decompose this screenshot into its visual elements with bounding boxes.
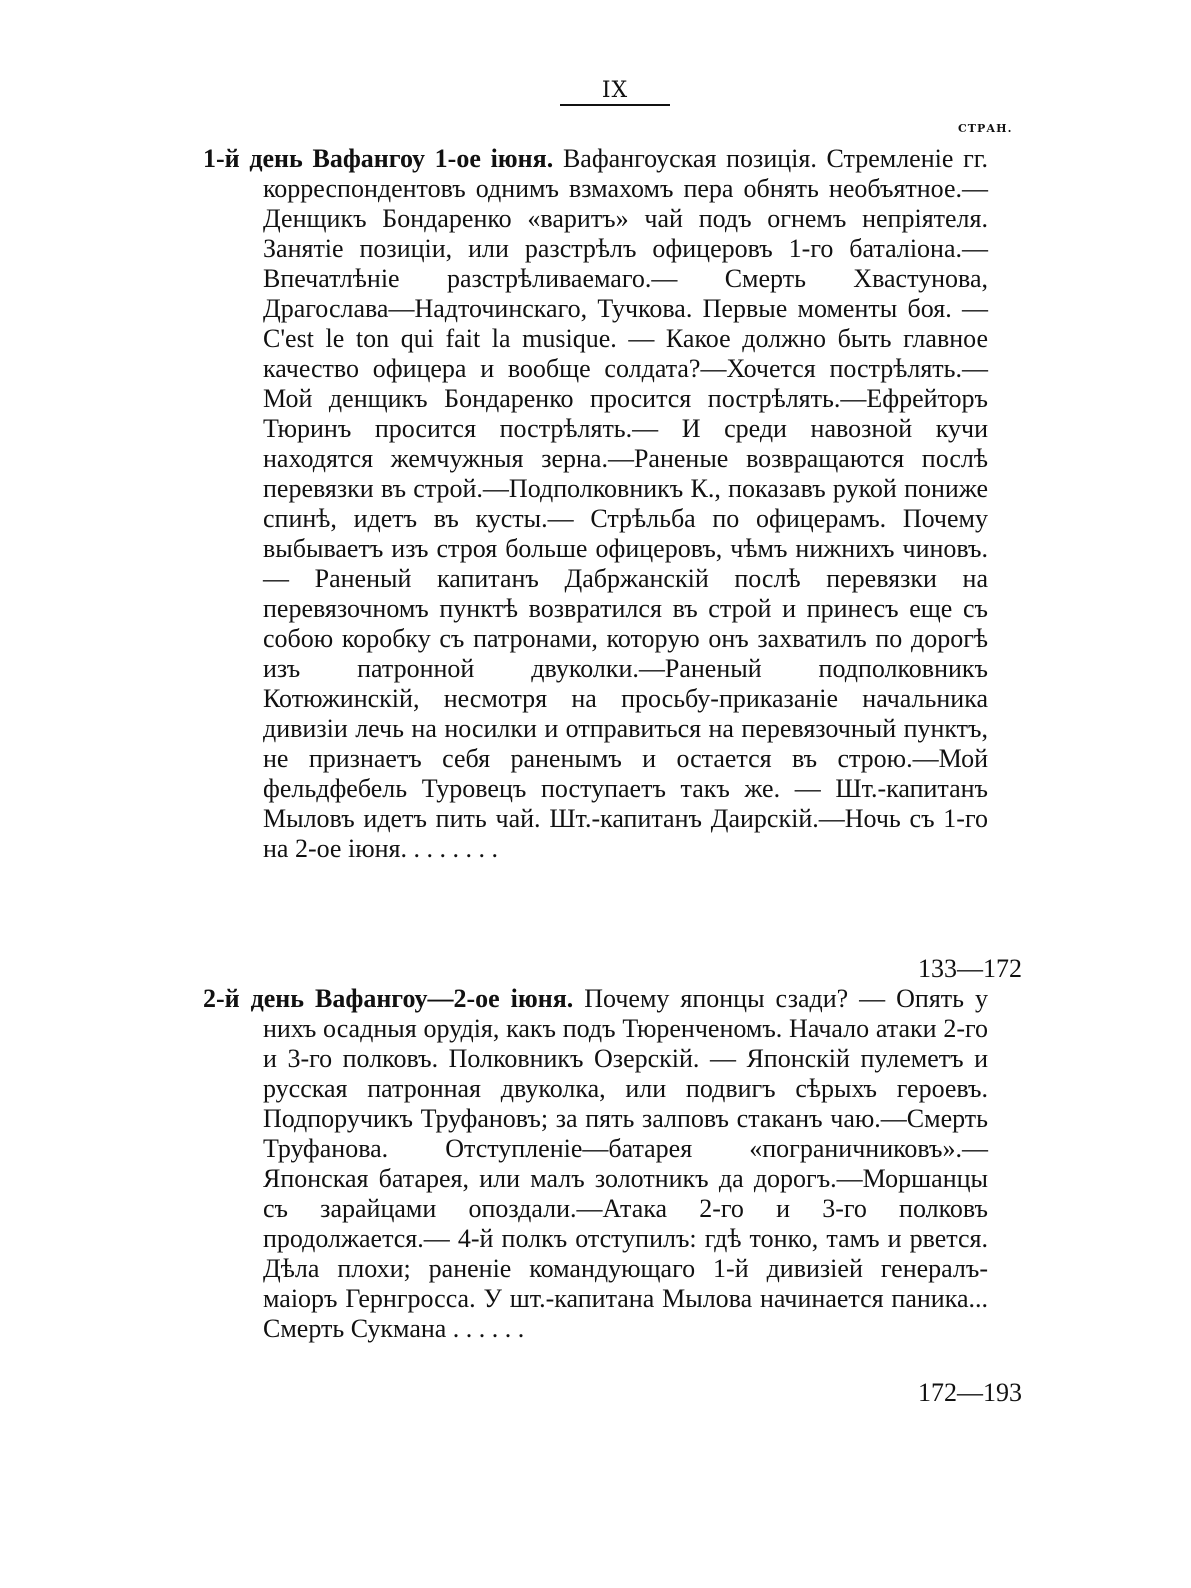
page-number: IX bbox=[601, 78, 629, 103]
toc-entry-1-text: Вафангоуская позиція. Стремленіе гг. корреспондентовъ однимъ взмахомъ пера обнять необъятное.—Денщикъ Бондаренко «варитъ» чай подъ огнемъ непріятеля. Занятіе позиціи, или разстрѣлъ офицеровъ 1-го баталіона.—Впечатлѣніе разстрѣливаемаго.— Смерть Хвастунова, Драгослава—Надточинскаго, Тучкова. Первые моменты боя. — C'est le ton qui fait la musique. — Какое должно быть главное качество офицера и вообще солдата?—Хочется пострѣлять.—Мой денщикъ Бондаренко просится пострѣлять.—Ефрейторъ Тюринъ просится пострѣлять.— И среди навозной кучи находятся жемчужныя зерна.—Раненые возвращаются послѣ перевязки въ строй.—Подполковникъ К., показавъ рукой пониже спинѣ, идетъ въ кусты.— Стрѣльба по офицерамъ. Почему выбываетъ изъ строя больше офицеровъ, чѣмъ нижнихъ чиновъ.— Раненый капитанъ Дабржанскій послѣ перевязки на перевязочномъ пунктѣ возвратился въ строй и принесъ еще съ собою коробку съ патронами, которую онъ захватилъ по дорогѣ изъ патронной двуколки.—Раненый подполковникъ Котюжинскій, несмотря на просьбу-приказаніе начальника дивизіи лечь на носилки и отправиться на перевязочный пунктъ, не признаетъ себя раненымъ и остается въ строю.—Мой фельдфебель Туровецъ поступаетъ такъ же. — Шт.-капитанъ Мыловъ идетъ пить чай. Шт.-капитанъ Даирскій.—Ночь съ 1-го на 2-ое іюня. . . . . . . . bbox=[263, 144, 988, 863]
toc-entry-2-text: Почему японцы сзади? — Опять у нихъ осадныя орудія, какъ подъ Тюренченомъ. Начало атаки 2-го и 3-го полковъ. Полковникъ Озерскій. — Японскій пулеметъ и русская патронная двуколка, или подвигъ сѣрыхъ героевъ. Подпоручикъ Труфановъ; за пять залповъ стаканъ чаю.—Смерть Труфанова. Отступленіе—батарея «пограничниковъ».—Японская батарея, или малъ золотникъ да дорогъ.—Моршанцы съ зарайцами опоздали.—Атака 2-го и 3-го полковъ продолжается.— 4-й полкъ отступилъ: гдѣ тонко, тамъ и рвется. Дѣла плохи; раненіе командующаго 1-й дивизіей генералъ-маіоръ Гернгросса. У шт.-капитана Мылова начинается паника... Смерть Сукмана . . . . . . bbox=[263, 984, 988, 1343]
toc-entry-2 bbox=[203, 984, 988, 1344]
pages-column-label: СТРАН. bbox=[958, 122, 1013, 135]
toc-entry-1 bbox=[203, 144, 988, 864]
toc-entry-2-pages: 172—193 bbox=[918, 1378, 1022, 1407]
header-rule bbox=[560, 104, 670, 106]
toc-entry-1-title: 1-й день Вафангоу 1-ое іюня. bbox=[203, 144, 554, 173]
toc-entry-2-title: 2-й день Вафангоу—2-ое іюня. bbox=[203, 984, 574, 1013]
toc-entry-1-pages: 133—172 bbox=[918, 954, 1022, 983]
